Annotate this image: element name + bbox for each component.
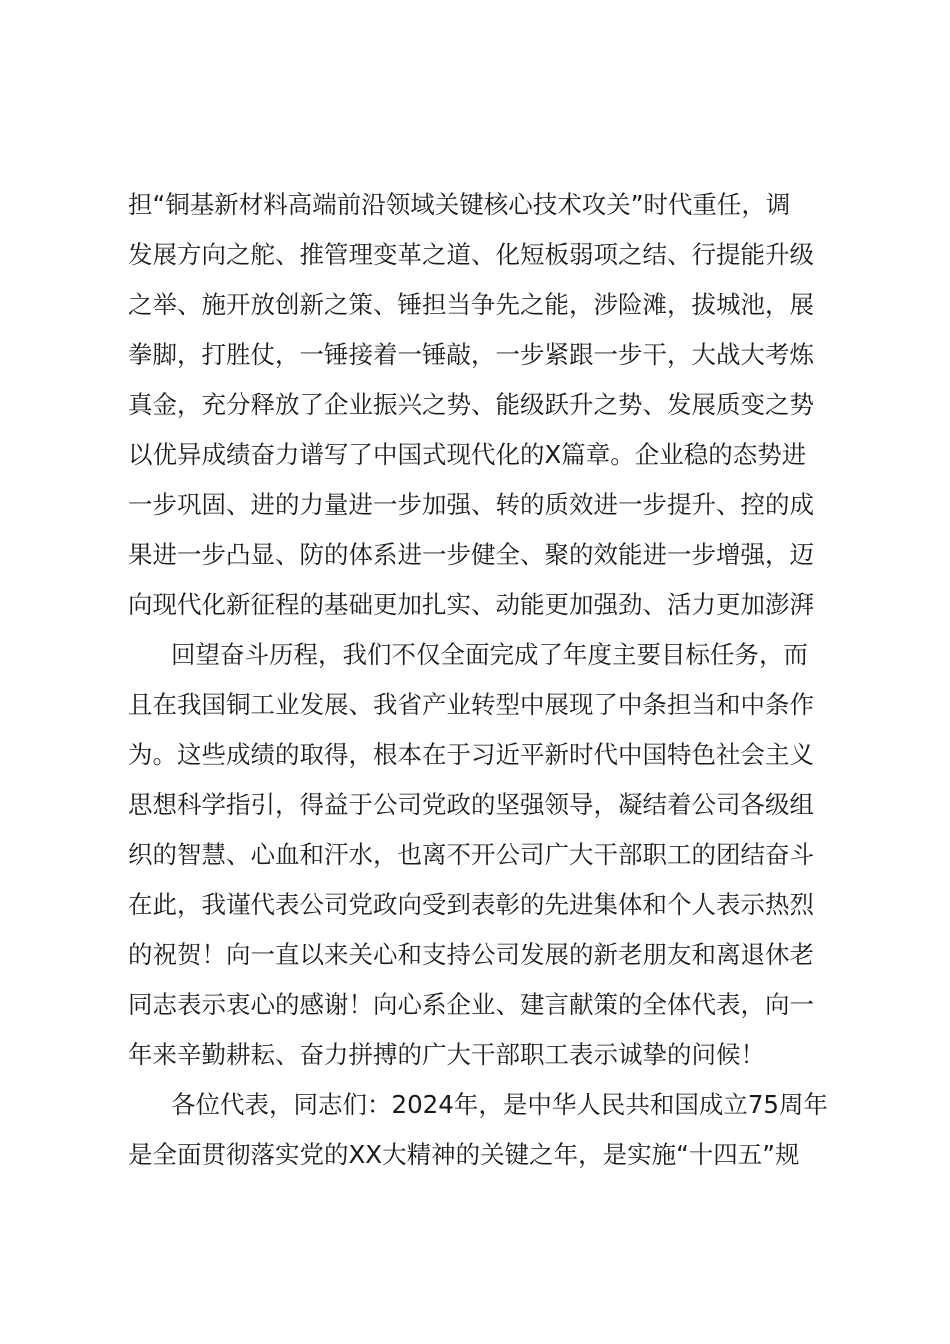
text-line: 年来辛勤耕耘、奋力拼搏的广大干部职工表示诚挚的问候！ [128,1040,765,1069]
text-line: 一步巩固、进的力量进一步加强、转的质效进一步提升、控的成 [128,490,814,519]
paragraph-start-line: 各位代表，同志们：2024年，是中华人民共和国成立75周年 [171,1090,829,1119]
text-line: 担“铜基新材料高端前沿领域关键核心技术攻关”时代重任，调 [128,190,791,219]
text-line: 的祝贺！向一直以来关心和支持公司发展的新老朋友和离退休老 [128,940,814,969]
text-line: 以优异成绩奋力谱写了中国式现代化的X篇章。企业稳的态势进 [128,440,807,469]
text-line: 且在我国铜工业发展、我省产业转型中展现了中条担当和中条作 [128,690,814,719]
text-line: 向现代化新征程的基础更加扎实、动能更加强劲、活力更加澎湃 [128,590,814,619]
text-line: 在此，我谨代表公司党政向受到表彰的先进集体和个人表示热烈 [128,890,814,919]
body-text [128,180,848,1180]
text-line: 真金，充分释放了企业振兴之势、能级跃升之势、发展质变之势 [128,390,814,419]
text-line: 是全面贯彻落实党的XX大精神的关键之年，是实施“十四五”规 [128,1140,800,1169]
text-line: 同志表示衷心的感谢！向心系企业、建言献策的全体代表，向一 [128,990,814,1019]
paragraph-start-line: 回望奋斗历程，我们不仅全面完成了年度主要目标任务，而 [171,640,808,669]
text-line: 之举、施开放创新之策、锤担当争先之能，涉险滩，拔城池，展 [128,290,814,319]
text-line: 思想科学指引，得益于公司党政的坚强领导，凝结着公司各级组 [128,790,814,819]
text-line: 为。这些成绩的取得，根本在于习近平新时代中国特色社会主义 [128,740,814,769]
text-line: 拳脚，打胜仗，一锤接着一锤敲，一步紧跟一步干，大战大考炼 [128,340,814,369]
text-line: 果进一步凸显、防的体系进一步健全、聚的效能进一步增强，迈 [128,540,814,569]
text-line: 织的智慧、心血和汗水，也离不开公司广大干部职工的团结奋斗 [128,840,814,869]
text-line: 发展方向之舵、推管理变革之道、化短板弱项之结、行提能升级 [128,240,814,269]
